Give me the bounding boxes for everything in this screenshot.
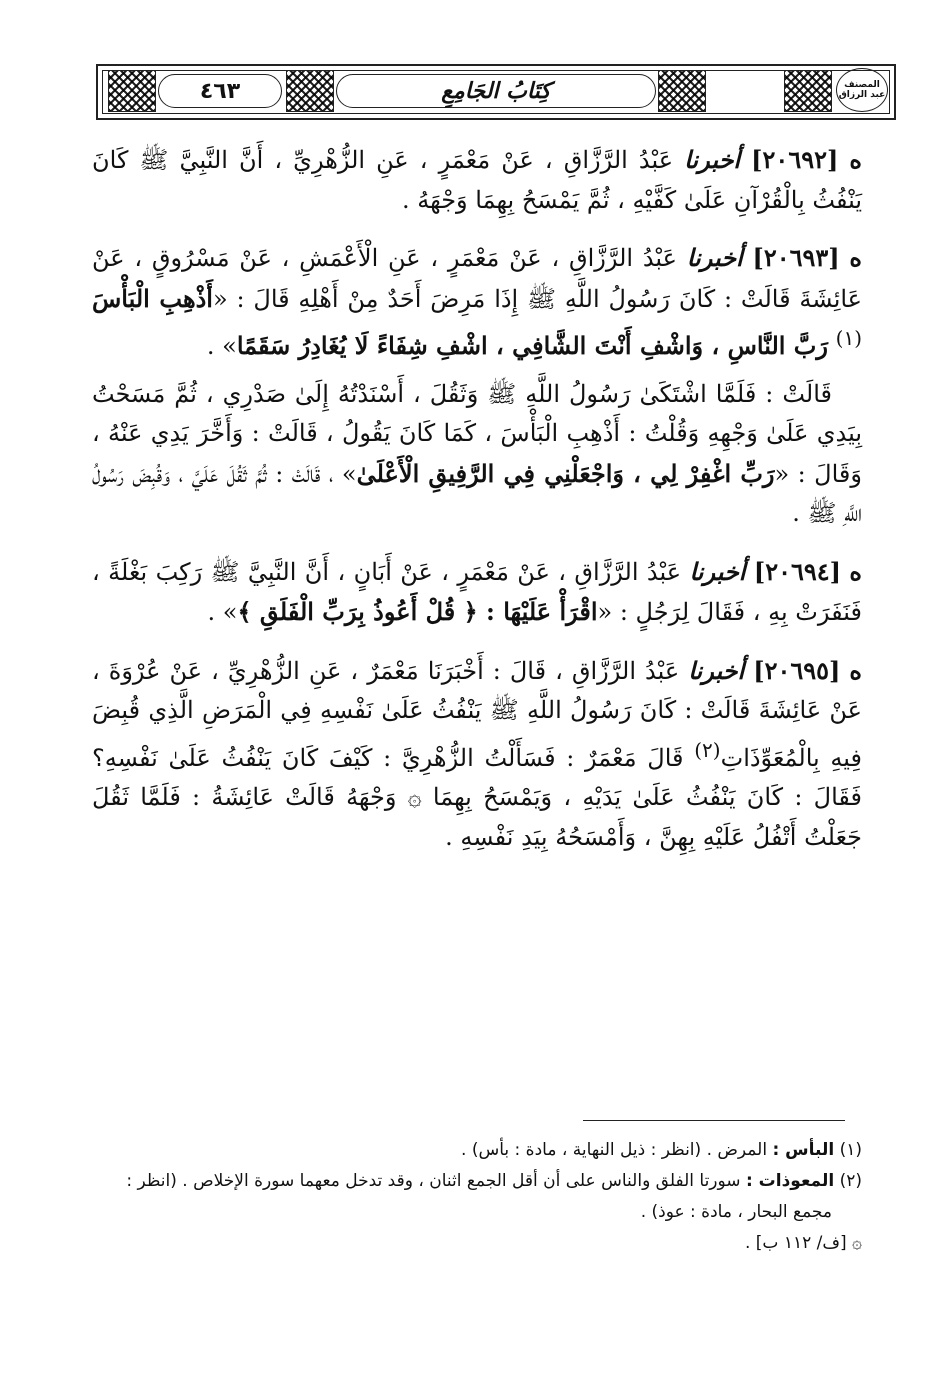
akhbarana-label: أخبرنا (688, 655, 745, 685)
hadith-text: قَالَ مَعْمَرٌ : فَسَأَلْتُ الزُّهْرِيَّ : كَيْفَ كَانَ يَنْفُثُ عَلَىٰ نَفْسِهِ؟ فَقَالَ : كَانَ يَنْفُثُ عَلَىٰ يَدَيْهِ ، وَيَمْسَحُ بِهِمَا ۞ وَجْهَهُ قَالَتْ عَائِشَةُ : فَلَمَّا ثَقُلَ جَعَلْتُ أَتْفُلُ عَلَيْهِ بِهِنَّ ، وَأَمْسَحُهُ بِيَدِ نَفْسِهِ . (92, 743, 862, 851)
manuscript-folio-note (92, 1228, 862, 1259)
footnotes (92, 1135, 862, 1259)
hadith-paragraph (92, 552, 862, 633)
footnote-text: المرض . (انظر : ذيل النهاية ، مادة : بأس) . (461, 1140, 768, 1160)
hadith-20695 (92, 651, 862, 858)
book-title: كِتَابُ الجَامِعِ (336, 74, 656, 108)
quoted-supplication: رَبَّ النَّاسِ ، وَاشْفِ أَنْتَ الشَّافِي ، اشْفِ شِفَاءً لَا يُغَادِرُ سَقَمًا (236, 331, 828, 360)
hadith-marker: ه (849, 556, 862, 586)
hadith-20694 (92, 552, 862, 633)
hadith-20692 (92, 140, 862, 220)
footnote-number: (٢) (839, 1171, 862, 1191)
footnote-2-continuation: مجمع البحار ، مادة : عوذ) . (640, 1202, 832, 1222)
hadith-number: [٢٠٦٩٢] (751, 145, 839, 174)
folio-marker: ۞ (852, 1233, 862, 1253)
hadith-paragraph (92, 375, 862, 534)
quoted-supplication: أَذْهِبِ الْبَأْسَ (92, 283, 213, 313)
hadith-number: [٢٠٦٩٣] (752, 243, 840, 272)
footnote-term: المعوذات : (745, 1171, 835, 1191)
akhbarana-label: أخبرنا (686, 243, 743, 272)
footnote-2 (92, 1166, 862, 1197)
hadith-text: عَبْدُ الرَّزَّاقِ ، عَنْ مَعْمَرٍ ، عَنِ الْأَعْمَشِ ، عَنْ مَسْرُوقٍ ، عَنْ عَائِشَةَ قَالَتْ : كَانَ رَسُولُ اللَّهِ ﷺ إِذَا مَرِضَ أَحَدٌ مِنْ أَهْلِهِ قَالَ : « (92, 244, 863, 313)
hadith-text: » . (206, 332, 237, 360)
hadith-number: [٢٠٦٩٥] (753, 655, 841, 685)
quoted-supplication: رَبِّ اغْفِرْ لِي ، وَاجْعَلْنِي فِي الرَّفِيقِ الْأَعْلَىٰ (356, 458, 775, 488)
hadith-number: [٢٠٦٩٤] (753, 556, 842, 586)
ornament-left (108, 70, 156, 112)
hadith-text: » . (207, 598, 238, 626)
hadith-marker: ه (849, 243, 862, 272)
hadith-text: عَبْدُ الرَّزَّاقِ ، عَنْ مَعْمَرٍ ، عَنْ أَبَانٍ ، أَنَّ النَّبِيَّ ﷺ رَكِبَ بَغْلَةً ، فَنَفَرَتْ بِهِ ، فَقَالَ لِرَجُلٍ : « (92, 557, 862, 626)
hadith-paragraph (92, 140, 862, 220)
main-text (92, 140, 862, 875)
footnote-divider (583, 1120, 845, 1121)
seal-line-2: عبد الرزاق (838, 90, 886, 100)
akhbarana-label: أخبرنا (689, 556, 746, 586)
footnote-1 (92, 1135, 862, 1166)
footnote-text: سورتا الفلق والناس على أن أقل الجمع اثنان ، وقد تدخل معهما سورة الإخلاص . (انظر : (126, 1171, 741, 1191)
hadith-marker: ه (849, 145, 862, 174)
page-number: ٤٦٣ (158, 74, 282, 108)
footnote-ref: (١) (835, 326, 862, 350)
footnote-ref: (٢) (694, 737, 721, 762)
ornament-center-left (286, 70, 334, 112)
hadith-marker: ه (849, 655, 862, 685)
hadith-text: » ، قَالَتْ : ثُمَّ ثَقُلَ عَلَيَّ ، وَقُبِضَ رَسُولُ اللَّهِ ﷺ . (92, 459, 862, 527)
hadith-20693 (92, 238, 862, 367)
book-seal-logo (836, 68, 888, 112)
ornament-right (784, 70, 832, 112)
seal-line-1: المصنف (844, 80, 880, 90)
hadith-paragraph (92, 651, 862, 858)
footnote-number: (١) (839, 1140, 862, 1160)
hadith-20693-continuation (92, 375, 862, 534)
akhbarana-label: أخبرنا (684, 145, 741, 174)
ornament-center-right (658, 70, 706, 112)
footnote-term: البأس : (772, 1140, 835, 1160)
quoted-verse: اقْرَأْ عَلَيْهَا : ﴿ قُلْ أَعُوذُ بِرَبِّ الْفَلَقِ ﴾ (237, 597, 598, 626)
hadith-paragraph (92, 238, 862, 367)
hadith-text: قَالَتْ : فَلَمَّا اشْتَكَىٰ رَسُولُ اللَّهِ ﷺ وَثَقُلَ ، أَسْنَدْتُهُ إِلَىٰ صَدْرِي ، ثُمَّ مَسَحْتُ بِيَدِي عَلَىٰ وَجْهِهِ وَقُلْتُ : أَذْهِبِ الْبَأْسَ ، كَمَا كَانَ يَقُولُ ، قَالَتْ : وَأَخَّرَ يَدِي عَنْهُ ، وَقَالَ : « (92, 379, 863, 488)
folio-text: [ف/ ١١٢ ب] . (744, 1233, 847, 1253)
hadith-text: عَبْدُ الرَّزَّاقِ ، عَنْ مَعْمَرٍ ، عَنِ الزُّهْرِيِّ ، أَنَّ النَّبِيَّ ﷺ كَانَ يَنْفُثُ بِالْقُرْآنِ عَلَىٰ كَفَّيْهِ ، ثُمَّ يَمْسَحُ بِهِمَا وَجْهَهُ . (92, 146, 862, 214)
hadith-text: عَبْدُ الرَّزَّاقِ ، قَالَ : أَخْبَرَنَا مَعْمَرٌ ، عَنِ الزُّهْرِيِّ ، عَنْ عُرْوَةَ ، عَنْ عَائِشَةَ قَالَتْ : كَانَ رَسُولُ اللَّهِ ﷺ يَنْفُثُ عَلَىٰ نَفْسِهِ فِي الْمَرَضِ الَّذِي قُبِضَ فِيهِ بِالْمُعَوِّذَاتِ (92, 656, 862, 772)
page-header (96, 64, 896, 120)
